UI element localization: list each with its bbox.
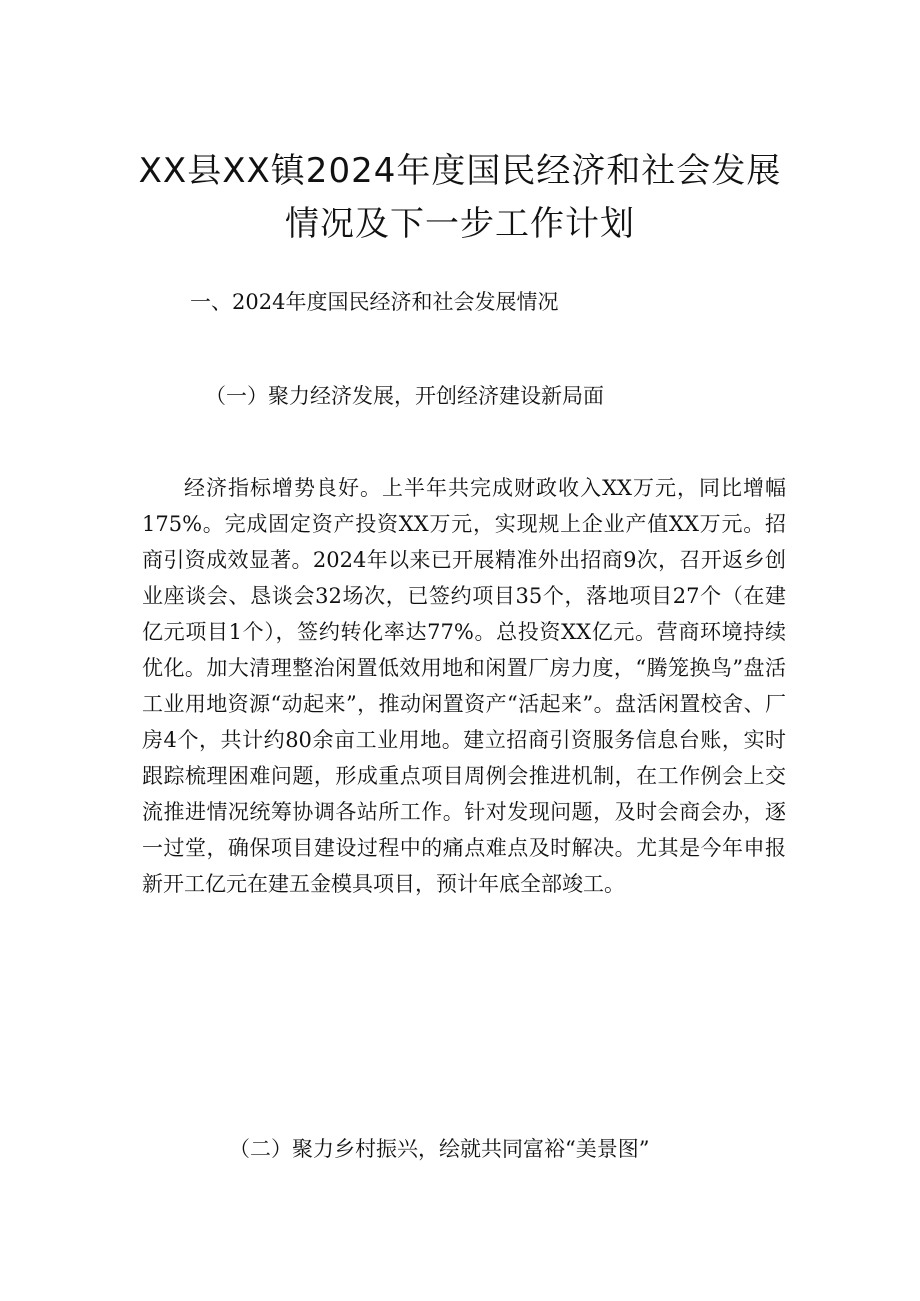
subsection-heading-1: （一）聚力经济发展，开创经济建设新局面	[205, 384, 604, 408]
section-heading-1: 一、2024年度国民经济和社会发展情况	[190, 290, 559, 314]
subsection-1-paragraph: 经济指标增势良好。上半年共完成财政收入XX万元，同比增幅175%。完成固定资产投资XX万元，实现规上企业产值XX万元。招商引资成效显著。2024年以来已开展精准外出招商9次，召开返乡创业座谈会、恳谈会32场次，已签约项目35个，落地项目27个（在建亿元项目1个），签约转化率达77%。总投资XX亿元。营商环境持续优化。加大清理整治闲置低效用地和闲置厂房力度，“腾笼换鸟”盘活工业用地资源“动起来”，推动闲置资产“活起来”。盘活闲置校舍、厂房4个，共计约80余亩工业用地。建立招商引资服务信息台账，实时跟踪梳理困难问题，形成重点项目周例会推进机制，在工作例会上交流推进情况统筹协调各站所工作。针对发现问题，及时会商会办，逐一过堂，确保项目建设过程中的痛点难点及时解决。尤其是今年申报新开工亿元在建五金模具项目，预计年底全部竣工。	[142, 476, 786, 896]
document-title-line-1: XX县XX镇2024年度国民经济和社会发展	[138, 151, 782, 191]
document-title-line-2: 情况及下一步工作计划	[285, 204, 635, 244]
subsection-heading-2: （二）聚力乡村振兴，绘就共同富裕“美景图”	[229, 1137, 650, 1161]
